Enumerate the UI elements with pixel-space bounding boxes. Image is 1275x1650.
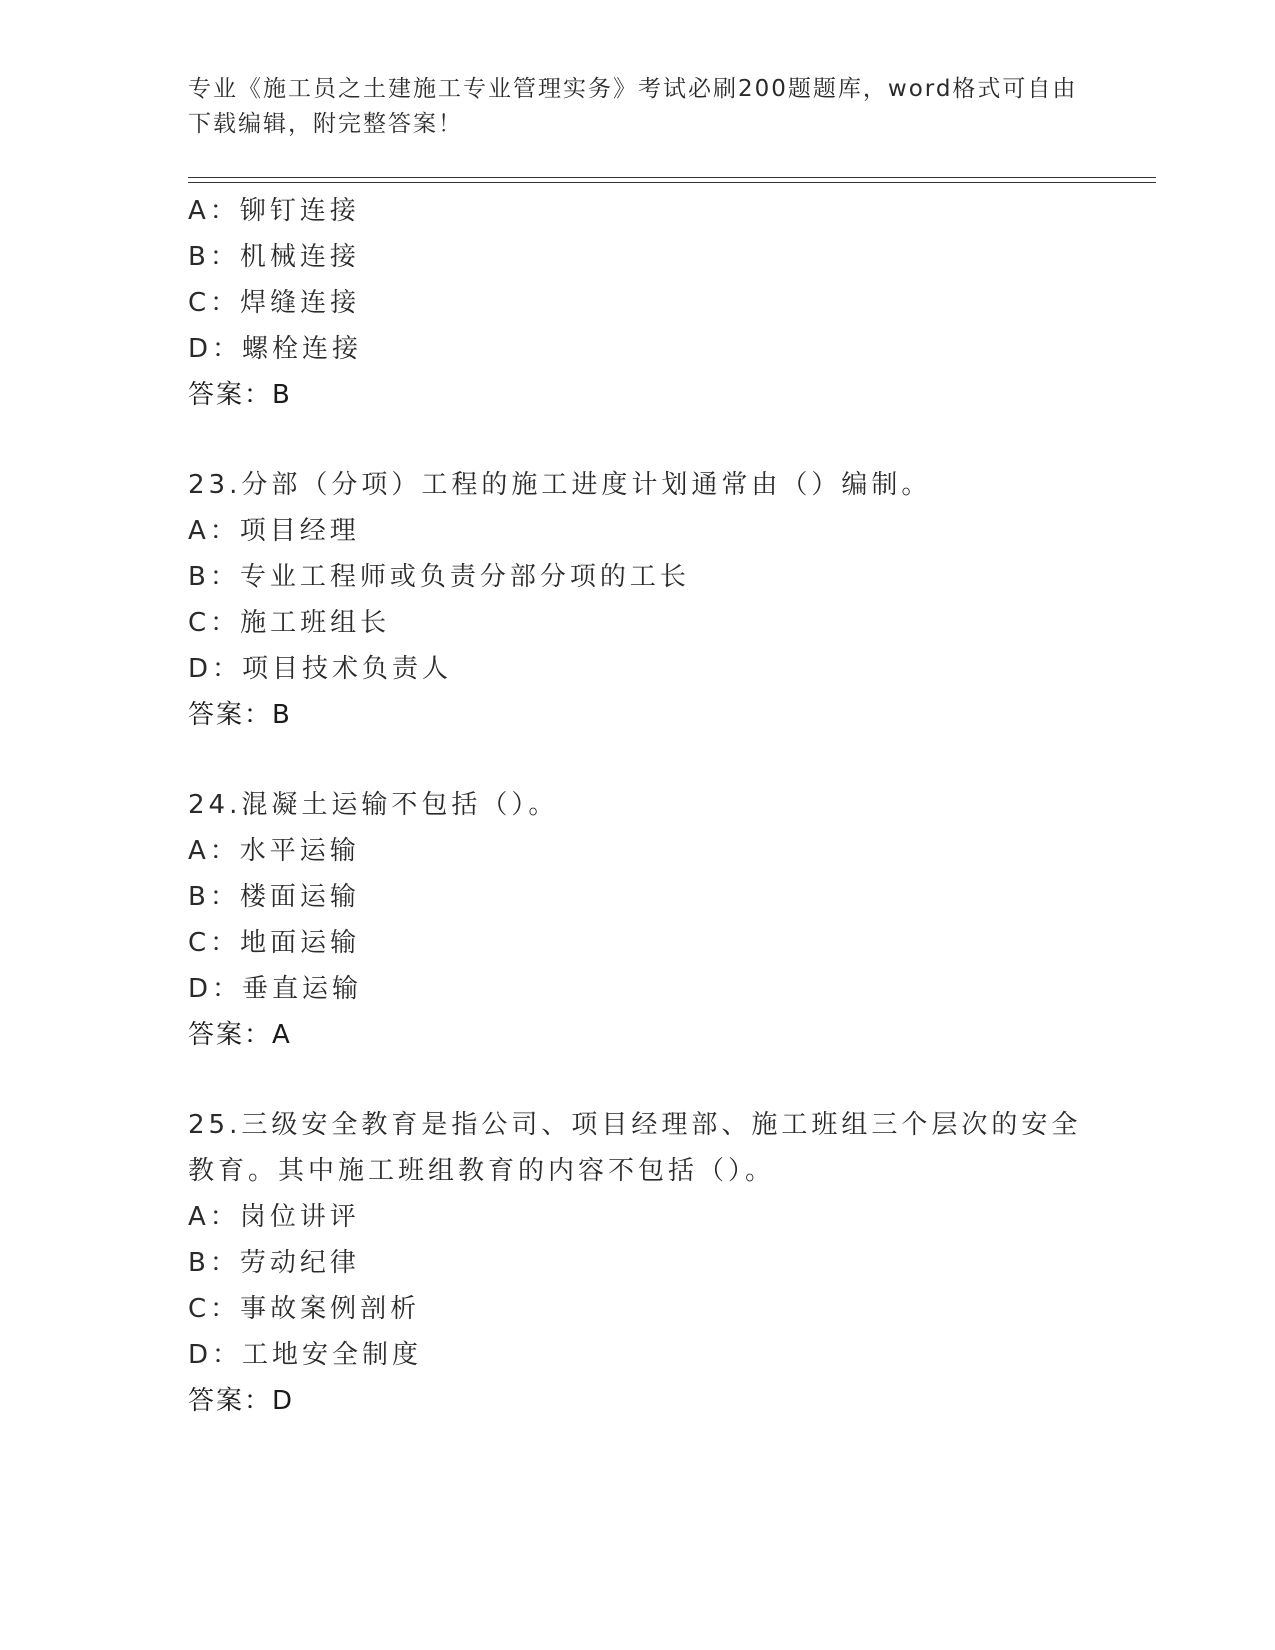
spacer bbox=[188, 418, 1088, 462]
option-c: C：施工班组长 bbox=[188, 608, 391, 638]
option-c: C：地面运输 bbox=[188, 928, 361, 958]
question-block-22 bbox=[188, 188, 1088, 418]
option-d: D：项目技术负责人 bbox=[188, 654, 453, 684]
answer-line: 答案：B bbox=[188, 380, 292, 410]
header-divider-bottom bbox=[188, 182, 1156, 183]
question-list bbox=[188, 188, 1088, 1424]
option-c: C：事故案例剖析 bbox=[188, 1294, 421, 1324]
spacer bbox=[188, 738, 1088, 782]
option-b: B：专业工程师或负责分部分项的工长 bbox=[188, 562, 690, 592]
spacer bbox=[188, 1058, 1088, 1102]
option-a: A：水平运输 bbox=[188, 836, 360, 866]
question-block-23 bbox=[188, 462, 1088, 738]
answer-line: 答案：D bbox=[188, 1386, 295, 1416]
question-block-24 bbox=[188, 782, 1088, 1058]
header-divider-top bbox=[188, 177, 1156, 178]
question-block-25 bbox=[188, 1102, 1088, 1424]
question-text: 23.分部（分项）工程的施工进度计划通常由（）编制。 bbox=[188, 470, 932, 500]
question-text: 24.混凝土运输不包括（）。 bbox=[188, 790, 559, 820]
option-d: D：工地安全制度 bbox=[188, 1340, 423, 1370]
document-header: 专业《施工员之土建施工专业管理实务》考试必刷200题题库，word格式可自由下载编辑，附完整答案！ bbox=[188, 76, 1078, 137]
option-b: B：楼面运输 bbox=[188, 882, 360, 912]
option-b: B：机械连接 bbox=[188, 242, 360, 272]
option-c: C：焊缝连接 bbox=[188, 288, 361, 318]
question-text: 25.三级安全教育是指公司、项目经理部、施工班组三个层次的安全教育。其中施工班组教育的内容不包括（）。 bbox=[188, 1110, 1082, 1186]
option-a: A：项目经理 bbox=[188, 516, 360, 546]
option-a: A：岗位讲评 bbox=[188, 1202, 360, 1232]
option-a: A：铆钉连接 bbox=[188, 196, 360, 226]
answer-line: 答案：B bbox=[188, 700, 292, 730]
answer-line: 答案：A bbox=[188, 1020, 292, 1050]
option-d: D：垂直运输 bbox=[188, 974, 363, 1004]
option-b: B：劳动纪律 bbox=[188, 1248, 360, 1278]
option-d: D：螺栓连接 bbox=[188, 334, 363, 364]
